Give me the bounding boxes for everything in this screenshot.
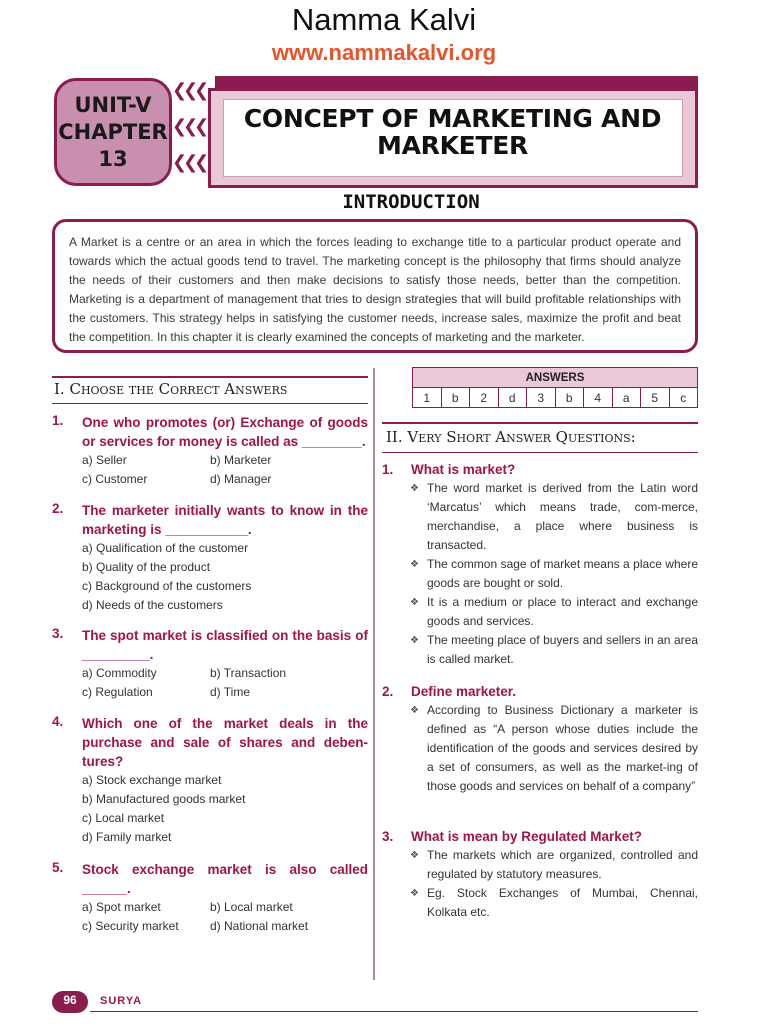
option-d: d) National market <box>210 919 309 933</box>
question-number: 1. <box>52 413 64 428</box>
short-question-1 <box>382 460 698 669</box>
answer-cell: 1 <box>413 388 442 408</box>
chapter-title <box>215 105 690 159</box>
site-title: Namma Kalvi <box>291 2 477 37</box>
option-a: a) Seller <box>82 453 127 467</box>
diamond-bullet-icon: ❖ <box>410 850 419 861</box>
answer-cell: d <box>498 388 527 408</box>
question-number: 3. <box>382 829 394 844</box>
site-url[interactable]: www.nammakalvi.org <box>271 40 497 65</box>
option-c: c) Local market <box>82 811 165 825</box>
section2-rule-bottom <box>382 452 698 453</box>
diamond-bullet-icon: ❖ <box>410 483 419 494</box>
option-d: d) Family market <box>82 830 172 844</box>
option-c: c) Customer <box>82 472 148 486</box>
answer-cell: c <box>669 388 698 408</box>
options <box>82 898 368 936</box>
chapter-title-line1: CONCEPT OF MARKETING AND <box>243 104 662 133</box>
option-a: a) Spot market <box>82 900 161 914</box>
question-number: 2. <box>52 501 64 516</box>
question-text: Which one of the market deals in the purchase and sale of shares and deben-tures? <box>82 716 368 769</box>
diamond-bullet-icon: ❖ <box>410 559 419 570</box>
option-c: c) Regulation <box>82 685 153 699</box>
answer-bullet: ❖ It is a medium or place to interact and exchange goods and services. <box>410 595 698 628</box>
column-divider <box>373 368 375 980</box>
chevron-decoration-icon: ❮❮❮ <box>172 116 206 136</box>
answer-bullet: ❖ Eg. Stock Exchanges of Mumbai, Chennai, Kolkata etc. <box>410 886 698 919</box>
short-question-3 <box>382 827 698 922</box>
option-b: b) Transaction <box>210 666 287 680</box>
answer-cell: 4 <box>584 388 613 408</box>
mcq-question-4 <box>52 714 368 847</box>
mcq-question-1 <box>52 413 368 489</box>
option-d: d) Needs of the customers <box>82 598 223 612</box>
question-number: 1. <box>382 462 394 477</box>
section1-rule-top <box>52 376 368 378</box>
question-number: 5. <box>52 860 64 875</box>
diamond-bullet-icon: ❖ <box>410 597 419 608</box>
option-b: b) Quality of the product <box>82 560 211 574</box>
option-a: a) Commodity <box>82 666 157 680</box>
footer-rule <box>90 1011 698 1012</box>
answer-bullet: ❖ According to Business Dictionary a marketer is defined as “A person whose duties include the identification of the goods and services desired by a set of consumers, as well as the market-ing of those goods and services on behalf of a company” <box>410 703 698 793</box>
options <box>82 771 368 847</box>
question-number: 4. <box>52 714 64 729</box>
question-text: The spot market is classified on the basis of _________. <box>82 628 368 662</box>
answer-cell: b <box>555 388 584 408</box>
question-number: 3. <box>52 626 64 641</box>
page-number: 96 <box>63 993 77 1007</box>
section2-heading: II. Very Short Answer Questions: <box>386 428 636 446</box>
options <box>82 664 368 702</box>
option-b: b) Manufactured goods market <box>82 792 246 806</box>
chevron-decoration-icon: ❮❮❮ <box>172 80 206 100</box>
question-number: 2. <box>382 684 394 699</box>
option-c: c) Security market <box>82 919 179 933</box>
question-text: The marketer initially wants to know in the marketing is ___________. <box>82 503 368 537</box>
answer-cell: 2 <box>470 388 499 408</box>
answer-bullet: ❖ The common sage of market means a place where goods are bought or sold. <box>410 557 698 590</box>
option-d: d) Manager <box>210 472 272 486</box>
intro-box <box>52 219 698 353</box>
option-a: a) Stock exchange market <box>82 773 222 787</box>
question-text: Stock exchange market is also called ______. <box>82 862 368 896</box>
question-title: What is market? <box>411 462 516 477</box>
answer-cell: b <box>441 388 470 408</box>
intro-heading: INTRODUCTION <box>342 191 480 213</box>
answers-heading: ANSWERS <box>413 368 698 388</box>
section1-rule-bottom <box>52 403 368 404</box>
mcq-question-3 <box>52 626 368 702</box>
section2-rule-top <box>382 422 698 424</box>
question-title: Define marketer. <box>411 684 517 699</box>
unit-label: UNIT-V <box>74 93 152 117</box>
option-c: c) Background of the customers <box>82 579 252 593</box>
chapter-title-line2: MARKETER <box>377 131 528 160</box>
chapter-number: 13 <box>98 147 128 171</box>
answer-cell: 3 <box>527 388 556 408</box>
footer-brand: SURYA <box>100 995 143 1007</box>
unit-badge-text <box>54 92 172 173</box>
intro-text: A Market is a centre or an area in which the forces leading to exchange title to a particular product operate and towards which the actual goods tend to travel. The marketing concept is the philosophy that firms should analyze the needs of their customers and then make decisions to satisfy those needs, better than the competition. Marketing is a department of management that tries to design strategies that will build profitable relationships with the customers. This strategy helps in satisfying the customer needs, increase sales, maximize the profit and beat the competition. In this chapter it is clearly examined the concepts of marketing and the marketer. <box>69 235 681 344</box>
diamond-bullet-icon: ❖ <box>410 635 419 646</box>
question-text: One who promotes (or) Exchange of goods or services for money is called as ________. <box>82 415 368 449</box>
answer-bullet: ❖ The word market is derived from the Latin word ‘Marcatus’ which means trade, com-merce, merchandise, a place where business is transacted. <box>410 481 698 552</box>
section1-heading: I. Choose the Correct Answers <box>54 380 288 398</box>
diamond-bullet-icon: ❖ <box>410 705 419 716</box>
option-a: a) Qualification of the customer <box>82 541 249 555</box>
options <box>82 451 368 489</box>
mcq-question-2 <box>52 501 368 615</box>
chapter-label: CHAPTER <box>58 120 168 144</box>
short-question-2 <box>382 682 698 796</box>
diamond-bullet-icon: ❖ <box>410 888 419 899</box>
mcq-question-5 <box>52 860 368 936</box>
option-b: b) Marketer <box>210 453 272 467</box>
question-title: What is mean by Regulated Market? <box>411 829 643 844</box>
answers-table <box>412 367 698 408</box>
chevron-decoration-icon: ❮❮❮ <box>172 152 206 172</box>
option-b: b) Local market <box>210 900 293 914</box>
answer-bullet: ❖ The markets which are organized, controlled and regulated by statutory measures. <box>410 848 698 881</box>
answer-bullet: ❖ The meeting place of buyers and sellers in an area is called market. <box>410 633 698 666</box>
answer-cell: a <box>612 388 641 408</box>
option-d: d) Time <box>210 685 251 699</box>
options <box>82 539 368 615</box>
answer-cell: 5 <box>641 388 670 408</box>
